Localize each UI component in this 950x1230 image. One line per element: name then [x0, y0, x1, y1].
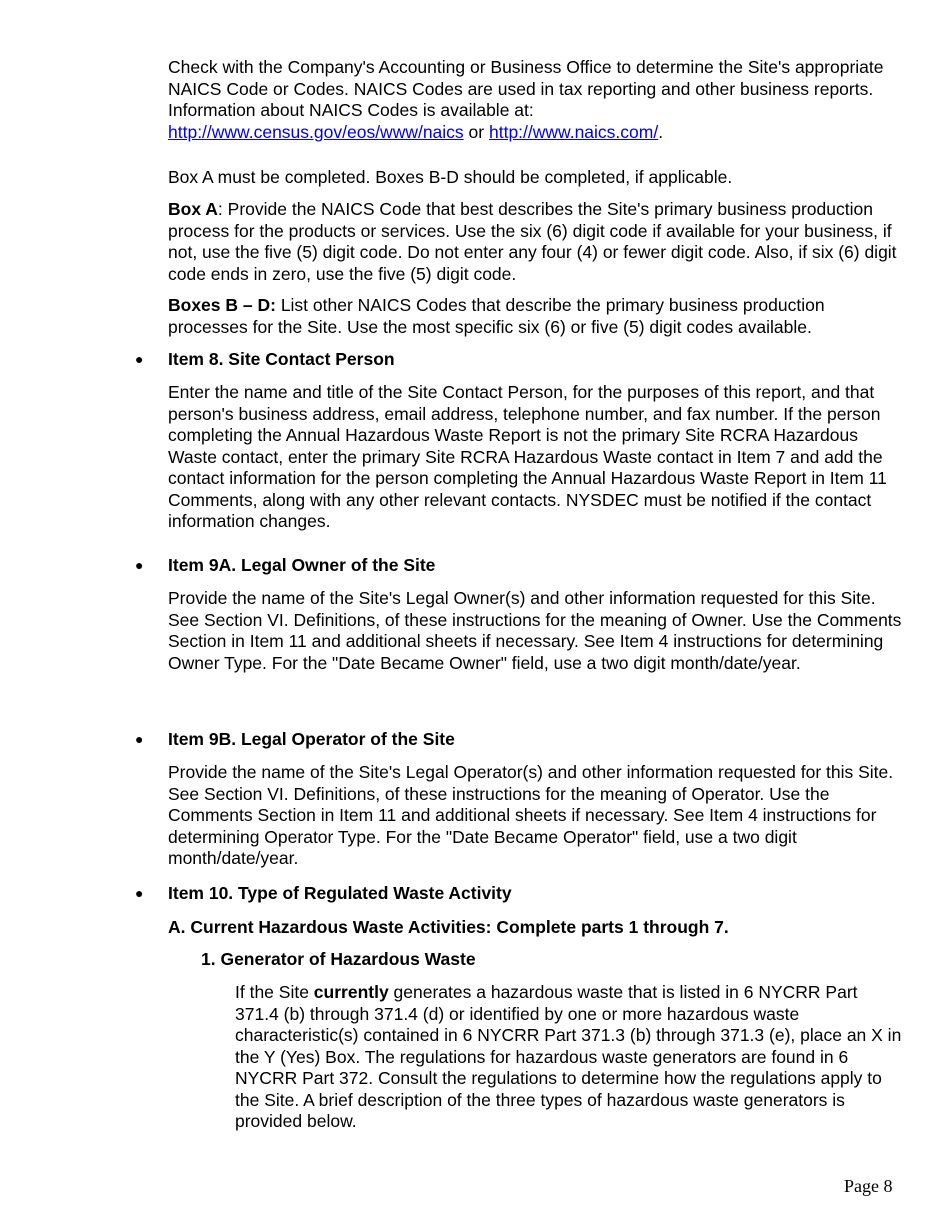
- bullet-icon: ●: [135, 731, 144, 747]
- box-a-paragraph: [168, 199, 908, 285]
- item9a-heading: Item 9A. Legal Owner of the Site: [168, 555, 436, 575]
- intro-end: .: [658, 121, 664, 142]
- item10-subheading-a: A. Current Hazardous Waste Activities: Complete parts 1 through 7.: [168, 917, 729, 937]
- item9b-heading: Item 9B. Legal Operator of the Site: [168, 729, 455, 749]
- bullet-icon: ●: [135, 351, 144, 367]
- boxes-note: Box A must be completed. Boxes B-D should be completed, if applicable.: [168, 167, 733, 187]
- item9a-body: Provide the name of the Site's Legal Owner(s) and other information requested for this Site. See Section VI. Definitions, of these instructions for the meaning of Owner. Use the Comments Section in Item 11 and additional sheets if necessary. See Item 4 instructions for determining Owner Type. For the "Date Became Owner" field, use a two digit month/date/year.: [168, 588, 902, 673]
- naics-com-link[interactable]: http://www.naics.com/: [488, 121, 659, 142]
- box-bd-text: List other NAICS Codes that describe the primary business production processes for the Site. Use the most specific six (6) or five (5) digit codes available.: [168, 295, 825, 337]
- naics-intro-text: Check with the Company's Accounting or Business Office to determine the Site's appropriate NAICS Code or Codes. NAICS Codes are used in tax reporting and other business reports. Information about NAICS Codes is available at:: [168, 57, 884, 120]
- generator-text-start: If the Site: [235, 982, 314, 1002]
- box-a-label: Box A: [168, 199, 218, 219]
- bullet-icon: ●: [135, 557, 144, 573]
- census-naics-link[interactable]: http://www.census.gov/eos/www/naics: [168, 121, 464, 142]
- page-number: Page 8: [844, 1176, 893, 1196]
- bullet-icon: ●: [135, 885, 144, 901]
- naics-intro-paragraph: [168, 57, 908, 143]
- item9b-body: Provide the name of the Site's Legal Operator(s) and other information requested for this Site. See Section VI. Definitions, of these instructions for the meaning of Operator. Use the Comments Section in Item 11 and additional sheets if necessary. See Item 4 instructions for determining Operator Type. For the "Date Became Operator" field, use a two digit month/date/year.: [168, 762, 894, 868]
- item10-subheading-1: 1. Generator of Hazardous Waste: [201, 949, 476, 969]
- generator-text-rest: generates a hazardous waste that is listed in 6 NYCRR Part 371.4 (b) through 371.4 (d) or identified by one or more hazardous waste characteristic(s) contained in 6 NYCRR Part 371.3 (b) through 371.3 (e), place an X in the Y (Yes) Box. The regulations for hazardous waste generators are found in 6 NYCRR Part 372. Consult the regulations to determine how the regulations apply to the Site. A brief description of the three types of hazardous waste generators is provided below.: [235, 982, 902, 1131]
- box-bd-paragraph: [168, 295, 908, 338]
- box-bd-label: Boxes B – D:: [168, 295, 276, 315]
- currently-emphasis: currently: [313, 982, 389, 1002]
- box-a-text: : Provide the NAICS Code that best describes the Site's primary business production process for the products or services. Use the six (6) digit code if available for your business, if not, use the five (5) digit code. Do not enter any four (4) or fewer digit code. Also, if six (6) digit code ends in zero, use the five (5) digit code.: [168, 199, 897, 284]
- item8-body: Enter the name and title of the Site Contact Person, for the purposes of this report, and that person's business address, email address, telephone number, and fax number. If the person completing the Annual Hazardous Waste Report is not the primary Site RCRA Hazardous Waste contact, enter the primary Site RCRA Hazardous Waste contact in Item 7 and add the contact information for the person completing the Annual Hazardous Waste Report in Item 11 Comments, along with any other relevant contacts. NYSDEC must be notified if the contact information changes.: [168, 382, 887, 531]
- item10-heading: Item 10. Type of Regulated Waste Activity: [168, 883, 512, 903]
- generator-paragraph: [235, 982, 905, 1133]
- or-text: or: [463, 121, 489, 142]
- item8-heading: Item 8. Site Contact Person: [168, 349, 395, 369]
